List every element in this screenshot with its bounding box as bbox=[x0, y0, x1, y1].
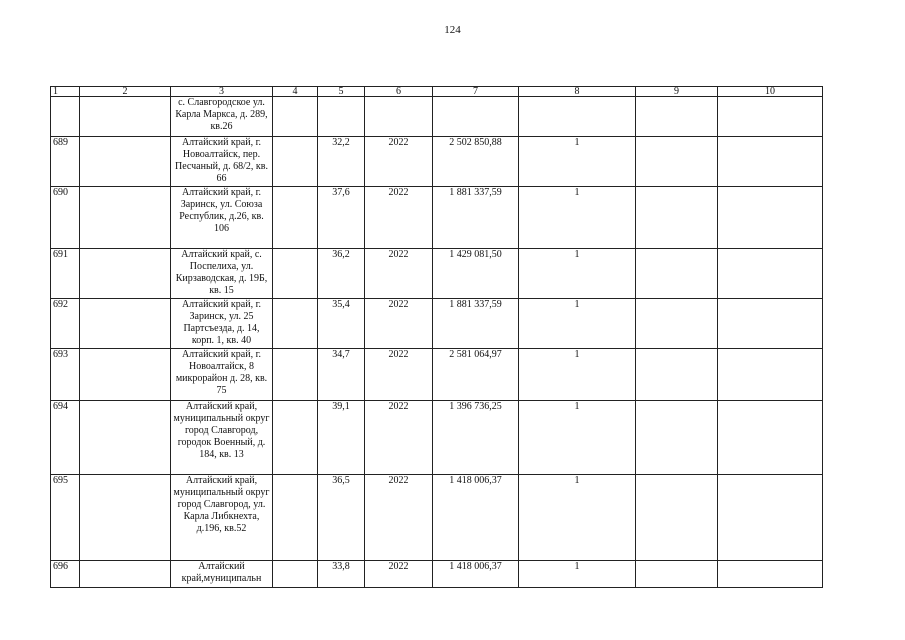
page-number: 124 bbox=[444, 24, 461, 36]
cell-col4 bbox=[273, 475, 318, 561]
cell-col9 bbox=[636, 187, 718, 249]
table-row bbox=[51, 137, 823, 187]
count-cell: 1 bbox=[519, 475, 636, 561]
column-header: 2 bbox=[80, 87, 171, 97]
cell-col2 bbox=[80, 561, 171, 588]
address-cell: Алтайский край, г. Новоалтайск, 8 микрорайон д. 28, кв. 75 bbox=[171, 349, 273, 401]
column-header: 1 bbox=[51, 87, 80, 97]
count-cell bbox=[519, 97, 636, 137]
area-cell: 35,4 bbox=[318, 299, 365, 349]
area-cell: 32,2 bbox=[318, 137, 365, 187]
cell-col4 bbox=[273, 137, 318, 187]
row-number: 696 bbox=[51, 561, 80, 588]
amount-cell: 2 502 850,88 bbox=[433, 137, 519, 187]
cell-col9 bbox=[636, 249, 718, 299]
address-cell: Алтайский край, муниципальный округ город Славгород, городок Военный, д. 184, кв. 13 bbox=[171, 401, 273, 475]
area-cell: 36,5 bbox=[318, 475, 365, 561]
table-row bbox=[51, 187, 823, 249]
cell-col9 bbox=[636, 561, 718, 588]
cell-col9 bbox=[636, 137, 718, 187]
table-row bbox=[51, 299, 823, 349]
year-cell: 2022 bbox=[365, 475, 433, 561]
count-cell: 1 bbox=[519, 561, 636, 588]
address-cell: Алтайский край, с. Поспелиха, ул. Кирзаводская, д. 19Б, кв. 15 bbox=[171, 249, 273, 299]
area-cell: 33,8 bbox=[318, 561, 365, 588]
row-number bbox=[51, 97, 80, 137]
year-cell: 2022 bbox=[365, 249, 433, 299]
table-row bbox=[51, 249, 823, 299]
column-header: 3 bbox=[171, 87, 273, 97]
count-cell: 1 bbox=[519, 401, 636, 475]
amount-cell: 2 581 064,97 bbox=[433, 349, 519, 401]
cell-col2 bbox=[80, 299, 171, 349]
cell-col10 bbox=[718, 249, 823, 299]
column-header: 6 bbox=[365, 87, 433, 97]
year-cell: 2022 bbox=[365, 349, 433, 401]
amount-cell: 1 418 006,37 bbox=[433, 561, 519, 588]
cell-col10 bbox=[718, 561, 823, 588]
column-header: 5 bbox=[318, 87, 365, 97]
cell-col4 bbox=[273, 97, 318, 137]
row-number: 690 bbox=[51, 187, 80, 249]
cell-col2 bbox=[80, 137, 171, 187]
register-table bbox=[50, 86, 823, 588]
cell-col2 bbox=[80, 401, 171, 475]
cell-col9 bbox=[636, 475, 718, 561]
area-cell: 39,1 bbox=[318, 401, 365, 475]
row-number: 689 bbox=[51, 137, 80, 187]
cell-col4 bbox=[273, 561, 318, 588]
table-row bbox=[51, 401, 823, 475]
cell-col10 bbox=[718, 349, 823, 401]
table-row bbox=[51, 97, 823, 137]
cell-col9 bbox=[636, 401, 718, 475]
year-cell: 2022 bbox=[365, 299, 433, 349]
row-number: 692 bbox=[51, 299, 80, 349]
amount-cell bbox=[433, 97, 519, 137]
address-cell: Алтайский край, муниципальный округ город Славгород, ул. Карла Либкнехта, д.196, кв.52 bbox=[171, 475, 273, 561]
amount-cell: 1 881 337,59 bbox=[433, 299, 519, 349]
cell-col2 bbox=[80, 249, 171, 299]
table-row bbox=[51, 349, 823, 401]
column-header: 4 bbox=[273, 87, 318, 97]
year-cell: 2022 bbox=[365, 187, 433, 249]
count-cell: 1 bbox=[519, 137, 636, 187]
amount-cell: 1 418 006,37 bbox=[433, 475, 519, 561]
address-cell: Алтайский край, г. Заринск, ул. Союза Республик, д.26, кв. 106 bbox=[171, 187, 273, 249]
cell-col10 bbox=[718, 475, 823, 561]
cell-col4 bbox=[273, 249, 318, 299]
count-cell: 1 bbox=[519, 249, 636, 299]
amount-cell: 1 881 337,59 bbox=[433, 187, 519, 249]
cell-col4 bbox=[273, 349, 318, 401]
area-cell: 34,7 bbox=[318, 349, 365, 401]
cell-col2 bbox=[80, 187, 171, 249]
cell-col4 bbox=[273, 187, 318, 249]
cell-col4 bbox=[273, 299, 318, 349]
year-cell: 2022 bbox=[365, 401, 433, 475]
header-row bbox=[51, 87, 823, 97]
cell-col2 bbox=[80, 475, 171, 561]
cell-col9 bbox=[636, 349, 718, 401]
cell-col10 bbox=[718, 97, 823, 137]
area-cell bbox=[318, 97, 365, 137]
address-cell: Алтайский край, г. Заринск, ул. 25 Партсъезда, д. 14, корп. 1, кв. 40 bbox=[171, 299, 273, 349]
cell-col4 bbox=[273, 401, 318, 475]
year-cell bbox=[365, 97, 433, 137]
year-cell: 2022 bbox=[365, 137, 433, 187]
cell-col10 bbox=[718, 137, 823, 187]
cell-col10 bbox=[718, 299, 823, 349]
row-number: 691 bbox=[51, 249, 80, 299]
area-cell: 37,6 bbox=[318, 187, 365, 249]
cell-col9 bbox=[636, 299, 718, 349]
table-row bbox=[51, 475, 823, 561]
table-row bbox=[51, 561, 823, 588]
row-number: 695 bbox=[51, 475, 80, 561]
row-number: 694 bbox=[51, 401, 80, 475]
address-cell: Алтайский край,муниципальн bbox=[171, 561, 273, 588]
year-cell: 2022 bbox=[365, 561, 433, 588]
address-cell: Алтайский край, г. Новоалтайск, пер. Песчаный, д. 68/2, кв. 66 bbox=[171, 137, 273, 187]
count-cell: 1 bbox=[519, 187, 636, 249]
column-header: 10 bbox=[718, 87, 823, 97]
column-header: 7 bbox=[433, 87, 519, 97]
address-cell: с. Славгородское ул. Карла Маркса, д. 289, кв.26 bbox=[171, 97, 273, 137]
cell-col9 bbox=[636, 97, 718, 137]
cell-col10 bbox=[718, 401, 823, 475]
amount-cell: 1 429 081,50 bbox=[433, 249, 519, 299]
column-header: 9 bbox=[636, 87, 718, 97]
row-number: 693 bbox=[51, 349, 80, 401]
cell-col10 bbox=[718, 187, 823, 249]
count-cell: 1 bbox=[519, 349, 636, 401]
count-cell: 1 bbox=[519, 299, 636, 349]
amount-cell: 1 396 736,25 bbox=[433, 401, 519, 475]
area-cell: 36,2 bbox=[318, 249, 365, 299]
cell-col2 bbox=[80, 349, 171, 401]
column-header: 8 bbox=[519, 87, 636, 97]
cell-col2 bbox=[80, 97, 171, 137]
